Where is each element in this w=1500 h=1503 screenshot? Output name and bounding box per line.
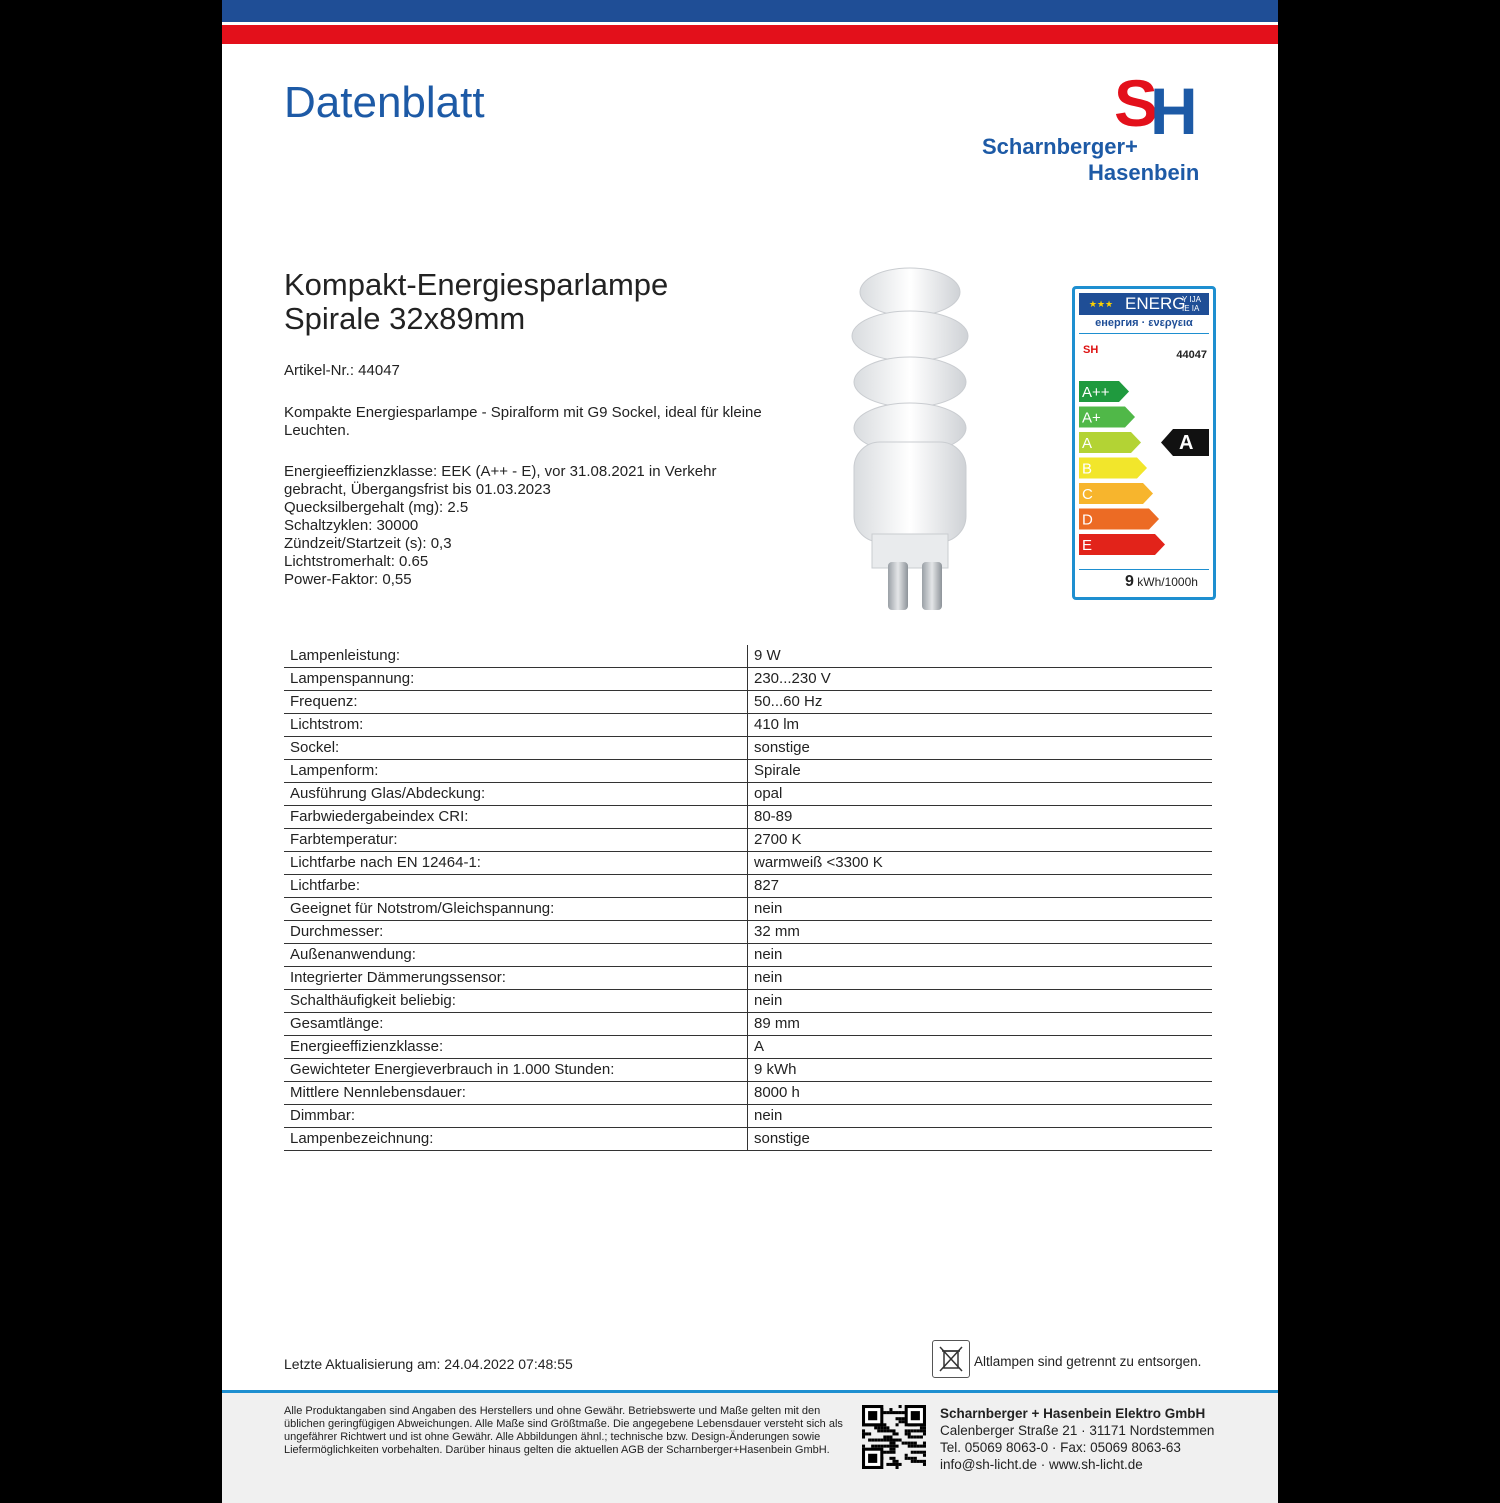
spec-value: sonstige — [748, 737, 1213, 760]
table-row — [284, 852, 1212, 875]
table-row — [284, 967, 1212, 990]
table-row — [284, 691, 1212, 714]
energy-efficiency-label — [1072, 286, 1216, 600]
energy-class-arrow — [1079, 407, 1135, 428]
spec-label: Lichtstrom: — [284, 714, 748, 737]
disposal-note: Altlampen sind getrennt zu entsorgen. — [974, 1354, 1202, 1369]
spec-label: Farbtemperatur: — [284, 829, 748, 852]
energy-label-languages: енергия · ενεργεια — [1095, 317, 1193, 329]
product-title — [284, 268, 668, 336]
spec-value: 827 — [748, 875, 1213, 898]
spec-label: Lichtfarbe: — [284, 875, 748, 898]
spec-value: 410 lm — [748, 714, 1213, 737]
spec-label: Geeignet für Notstrom/Gleichspannung: — [284, 898, 748, 921]
crossed-bin-icon — [932, 1340, 970, 1378]
spec-label: Gewichteter Energieverbrauch in 1.000 Stunden: — [284, 1059, 748, 1082]
table-row — [284, 1036, 1212, 1059]
company-contact — [940, 1405, 1214, 1473]
table-row — [284, 898, 1212, 921]
energy-class-arrow — [1079, 381, 1129, 402]
header-band-divider — [222, 22, 1278, 25]
table-row — [284, 760, 1212, 783]
logo-line-2: Hasenbein — [1088, 160, 1200, 185]
table-row — [284, 783, 1212, 806]
spec-label: Schalthäufigkeit beliebig: — [284, 990, 748, 1013]
detail-line: Schaltzyklen: 30000 — [284, 517, 419, 534]
product-title-line-2: Spirale 32x89mm — [284, 301, 526, 336]
spec-value: nein — [748, 898, 1213, 921]
eu-flag-icon: ★★★ — [1081, 295, 1121, 313]
spec-label: Farbwiedergabeindex CRI: — [284, 806, 748, 829]
lamp-product-image — [842, 262, 982, 614]
table-row — [284, 714, 1212, 737]
svg-text:H: H — [1150, 74, 1198, 138]
table-row — [284, 1128, 1212, 1151]
qr-code-icon — [862, 1405, 926, 1469]
spec-value: 230...230 V — [748, 668, 1213, 691]
header-band-blue — [222, 0, 1278, 24]
energy-class-arrow — [1079, 458, 1147, 479]
spec-value: A — [748, 1036, 1213, 1059]
table-row — [284, 944, 1212, 967]
datasheet-page — [222, 0, 1278, 1500]
specification-table — [284, 645, 1212, 1151]
company-phone: Tel. 05069 8063-0 · Fax: 05069 8063-63 — [940, 1440, 1181, 1455]
spec-label: Ausführung Glas/Abdeckung: — [284, 783, 748, 806]
spec-value: opal — [748, 783, 1213, 806]
spec-label: Lampenleistung: — [284, 645, 748, 668]
spec-value: nein — [748, 990, 1213, 1013]
energy-label-energ: ENERG — [1125, 294, 1186, 313]
energy-class-arrow — [1079, 432, 1141, 453]
header-band-red — [222, 24, 1278, 44]
spec-label: Außenanwendung: — [284, 944, 748, 967]
spec-value: nein — [748, 967, 1213, 990]
spec-label: Integrierter Dämmerungssensor: — [284, 967, 748, 990]
spec-value: 9 W — [748, 645, 1213, 668]
table-row — [284, 806, 1212, 829]
spec-label: Lampenspannung: — [284, 668, 748, 691]
spec-label: Energieeffizienzklasse: — [284, 1036, 748, 1059]
last-updated: Letzte Aktualisierung am: 24.04.2022 07:48:55 — [284, 1356, 573, 1372]
spec-value: Spirale — [748, 760, 1213, 783]
table-row — [284, 668, 1212, 691]
footer-disclaimer: Alle Produktangaben sind Angaben des Herstellers und ohne Gewähr. Betriebswerte und Maße gelten mit den üblichen geringfügigen Abweichungen. Alle Maße sind Größtmaße. Die angegebene Lebensdauer versteht sich als ungefährer Richtwert und ist ohne Gewähr. Alle Abbildungen ähnl.; technische bzw. Design-Änderungen sowie Liefermöglichkeiten vorbehalten. Darüber hinaus gelten die aktuellen AGB der Scharnberger+Hasenbein GmbH. — [284, 1405, 843, 1456]
table-row — [284, 737, 1212, 760]
spec-label: Frequenz: — [284, 691, 748, 714]
consumption-value: 9 — [1125, 573, 1134, 590]
table-row — [284, 990, 1212, 1013]
energy-label-bottom-divider — [1079, 569, 1209, 570]
spec-value: 8000 h — [748, 1082, 1213, 1105]
energy-label-article-number: 44047 — [1176, 349, 1207, 361]
table-row — [284, 921, 1212, 944]
detail-line: Energieeffizienzklasse: EEK (A++ - E), vor 31.08.2021 in Verkehr — [284, 463, 717, 480]
logo-line-1: Scharnberger+ — [982, 134, 1138, 159]
spec-value: sonstige — [748, 1128, 1213, 1151]
company-logo — [982, 68, 1232, 188]
consumption-unit: kWh/1000h — [1137, 575, 1198, 589]
energy-label-suffix: Y IJA IE IA — [1182, 295, 1201, 313]
company-address: Calenberger Straße 21 · 31171 Nordstemmen — [940, 1423, 1215, 1438]
detail-line: gebracht, Übergangsfrist bis 01.03.2023 — [284, 481, 551, 498]
detail-line: Lichtstromerhalt: 0.65 — [284, 553, 429, 570]
energy-class-scale — [1075, 289, 1213, 597]
spec-value: 50...60 Hz — [748, 691, 1213, 714]
detail-line: Quecksilbergehalt (mg): 2.5 — [284, 499, 469, 516]
table-row — [284, 829, 1212, 852]
energy-class-label: C — [1082, 486, 1093, 503]
energy-class-label: A+ — [1082, 409, 1101, 427]
product-details — [284, 463, 764, 589]
energy-label-mini-logo-icon: SH — [1083, 344, 1099, 356]
spec-label: Durchmesser: — [284, 921, 748, 944]
table-row — [284, 1059, 1212, 1082]
spec-value: 2700 K — [748, 829, 1213, 852]
table-row — [284, 1013, 1212, 1036]
spec-label: Dimmbar: — [284, 1105, 748, 1128]
energy-rating-label: A — [1179, 432, 1194, 454]
spec-label: Lichtfarbe nach EN 12464-1: — [284, 852, 748, 875]
spec-value: 80-89 — [748, 806, 1213, 829]
energy-class-label: D — [1082, 511, 1093, 529]
sh-monogram-icon — [982, 68, 1232, 138]
spec-label: Sockel: — [284, 737, 748, 760]
svg-text:S: S — [1114, 68, 1159, 138]
table-row — [284, 1105, 1212, 1128]
energy-class-label: A — [1082, 435, 1093, 452]
energy-class-arrow — [1079, 534, 1165, 555]
energy-class-arrow — [1079, 483, 1153, 504]
table-row — [284, 875, 1212, 898]
spec-label: Mittlere Nennlebensdauer: — [284, 1082, 748, 1105]
spec-label: Gesamtlänge: — [284, 1013, 748, 1036]
table-row — [284, 1082, 1212, 1105]
document-title: Datenblatt — [284, 78, 485, 127]
spec-value: nein — [748, 1105, 1213, 1128]
energy-class-arrow — [1079, 509, 1159, 530]
product-description: Kompakte Energiesparlampe - Spiralform mit G9 Sockel, ideal für kleine Leuchten. — [284, 404, 762, 439]
footer — [222, 1390, 1278, 1503]
product-title-line-1: Kompakt-Energiesparlampe — [284, 267, 669, 302]
detail-line: Zündzeit/Startzeit (s): 0,3 — [284, 535, 452, 552]
spec-value: warmweiß <3300 K — [748, 852, 1213, 875]
spec-value: 89 mm — [748, 1013, 1213, 1036]
energy-consumption — [1125, 573, 1198, 591]
spec-value: 9 kWh — [748, 1059, 1213, 1082]
spec-value: 32 mm — [748, 921, 1213, 944]
company-web: info@sh-licht.de · www.sh-licht.de — [940, 1457, 1143, 1472]
detail-line: Power-Faktor: 0,55 — [284, 571, 412, 588]
spec-label: Lampenform: — [284, 760, 748, 783]
spec-value: nein — [748, 944, 1213, 967]
energy-class-label: A++ — [1082, 384, 1110, 401]
article-number: Artikel-Nr.: 44047 — [284, 362, 400, 379]
company-name: Scharnberger + Hasenbein Elektro GmbH — [940, 1406, 1206, 1421]
energy-class-label: E — [1082, 537, 1093, 554]
energy-class-label: B — [1082, 460, 1093, 478]
spec-label: Lampenbezeichnung: — [284, 1128, 748, 1151]
table-row — [284, 645, 1212, 668]
